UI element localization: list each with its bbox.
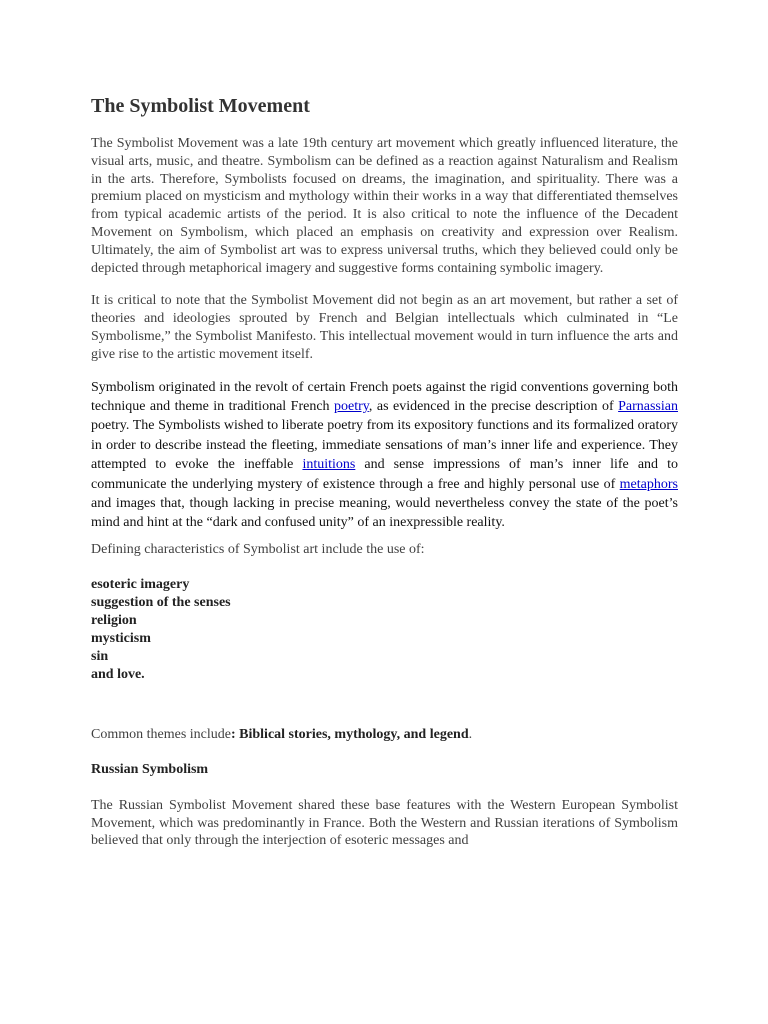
common-themes: [91, 726, 678, 744]
manifesto-paragraph: It is critical to note that the Symbolist Movement did not begin as an art movement, but rather a set of theories and ideologies sprouted by French and Belgian intellectuals which culminated in “Le Symbolisme,” the Symbolist Manifesto. This intellectual movement would in turn influence the arts and give rise to the artistic movement itself.: [91, 293, 678, 362]
metaphors-link[interactable]: metaphors: [619, 476, 678, 492]
characteristics-intro: Defining characteristics of Symbolist art include the use of:: [91, 541, 425, 557]
document-body: [91, 94, 678, 850]
themes-suffix: .: [468, 726, 473, 742]
list-item: sin: [91, 648, 109, 664]
list-item: religion: [91, 612, 137, 628]
poetry-link[interactable]: poetry: [334, 398, 369, 414]
origins-text-1: Symbolism originated in the revolt of certain French poets against the rigid conventions governing both technique and theme in traditional French: [91, 379, 678, 414]
parnassian-link[interactable]: Parnassian: [618, 398, 678, 414]
origins-text-4: and sense impressions of man’s inner life and to communicate the underlying mystery of existence through a free and highly personal use of: [91, 457, 678, 492]
themes-list: : Biblical stories, mythology, and legend: [230, 726, 469, 742]
origins-text-5: and images that, though lacking in precise meaning, would nevertheless convey the state of the poet’s mind and hint at the “dark and confused unity” of an inexpressible reality.: [91, 496, 678, 531]
origins-paragraph: [91, 378, 678, 533]
origins-text-2: , as evidenced in the precise description of: [368, 398, 619, 414]
page-title: The Symbolist Movement: [91, 95, 310, 117]
characteristics-list: [91, 576, 678, 684]
russian-paragraph: The Russian Symbolist Movement shared these base features with the Western European Symbolist Movement, which was predominantly in France. Both the Western and Russian iterations of Symbolism believed that only through the interjection of esoteric messages and: [91, 797, 678, 849]
list-item: esoteric imagery: [91, 576, 190, 592]
intuitions-link[interactable]: intuitions: [302, 457, 356, 473]
russian-symbolism-heading: Russian Symbolism: [91, 761, 209, 777]
list-item: and love.: [91, 666, 145, 682]
list-item: mysticism: [91, 630, 151, 646]
intro-paragraph: The Symbolist Movement was a late 19th century art movement which greatly influenced literature, the visual arts, music, and theatre. Symbolism can be defined as a reaction against Naturalism and Realism in the arts. Therefore, Symbolists focused on dreams, the imagination, and spirituality. There was a premium placed on mysticism and mythology within their works in a way that differentiated themselves from typical academic artists of the period. It is also critical to note the influence of the Decadent Movement on Symbolism, which placed an emphasis on creativity and expression over Realism. Ultimately, the aim of Symbolist art was to express universal truths, which they believed could only be depicted through metaphorical imagery and suggestive forms containing symbolic imagery.: [91, 136, 678, 276]
list-item: suggestion of the senses: [91, 594, 231, 610]
themes-prefix: Common themes include: [91, 726, 231, 742]
origins-text-3: poetry. The Symbolists wished to liberate poetry from its expository functions and its formalized oratory in order to describe instead the fleeting, immediate sensations of man’s inner life and experience. They attempted to evoke the ineffable: [91, 418, 678, 473]
